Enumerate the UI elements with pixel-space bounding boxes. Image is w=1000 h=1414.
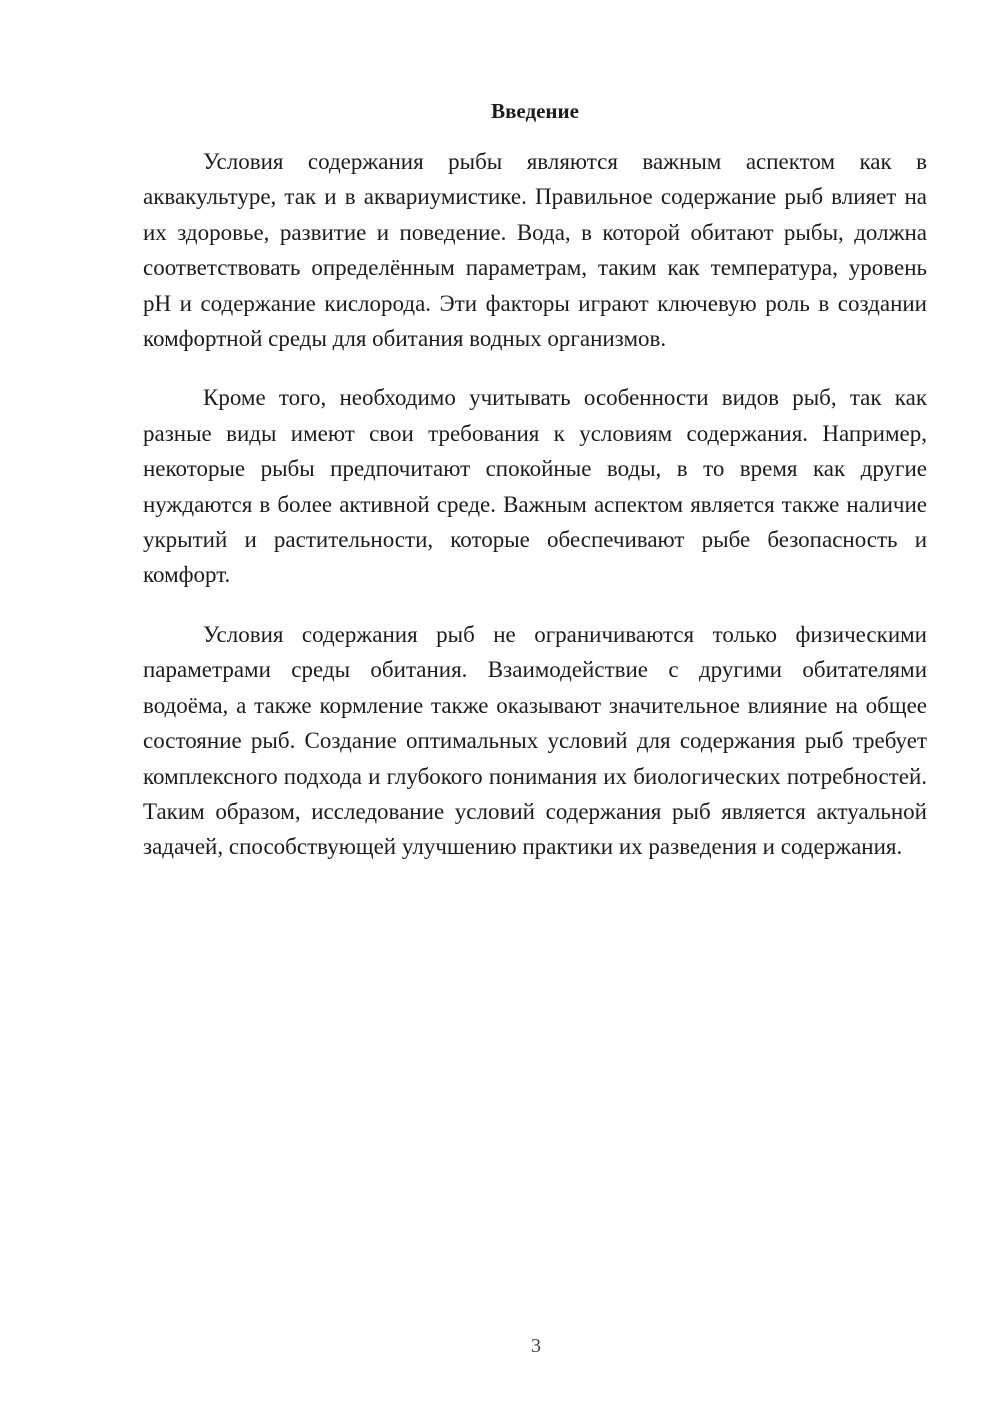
paragraph-1: Условия содержания рыбы являются важным аспектом как в аквакультуре, так и в аквариумистике. Правильное содержание рыб влияет на их здоровье, развитие и поведение. Вода, в которой обитают рыбы, должна соответствовать определённым параметрам, таким как температура, уровень pH и содержание кислорода. Эти факторы играют ключевую роль в создании комфортной среды для обитания водных организмов. <box>143 149 927 352</box>
page-number: 3 <box>531 1335 541 1357</box>
paragraph-3: Условия содержания рыб не ограничиваются только физическими параметрами среды обитания. Взаимодействие с другими обитателями водоёма, а также кормление также оказывают значительное влияние на общее состояние рыб. Создание оптимальных условий для содержания рыб требует комплексного подхода и глубокого понимания их биологических потребностей. Таким образом, исследование условий содержания рыб является актуальной задачей, способствующей улучшению практики их разведения и содержания. <box>143 621 927 860</box>
page-content <box>143 96 927 889</box>
paragraph-2: Кроме того, необходимо учитывать особенности видов рыб, так как разные виды имеют свои требования к условиям содержания. Например, некоторые рыбы предпочитают спокойные воды, в то время как другие нуждаются в более активной среде. Важным аспектом является также наличие укрытий и растительности, которые обеспечивают рыбе безопасность и комфорт. <box>143 385 927 588</box>
section-heading: Введение <box>491 99 579 123</box>
